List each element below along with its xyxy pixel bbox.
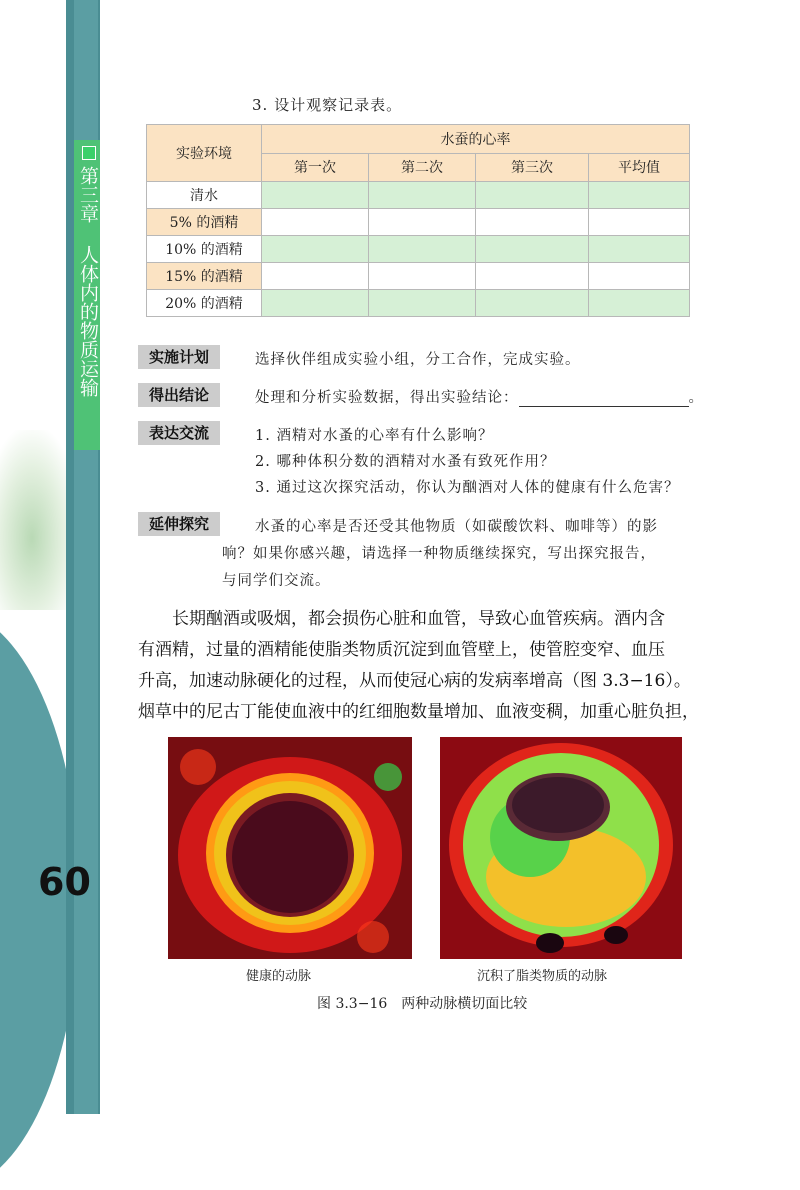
chapter-title: 第三章 人体内的物质运输 <box>77 166 99 397</box>
header-environment: 实验环境 <box>147 125 262 182</box>
answer-blank <box>519 392 689 407</box>
table-cell <box>262 209 369 236</box>
body-paragraph <box>138 604 698 728</box>
table-cell <box>589 182 690 209</box>
table-cell <box>369 209 476 236</box>
header-heart-rate: 水蚕的心率 <box>262 125 690 154</box>
plan-text: 选择伙伴组成实验小组，分工合作，完成实验。 <box>255 352 581 368</box>
header-col-3: 第三次 <box>476 153 589 182</box>
table-row <box>147 263 690 290</box>
chapter-marker-icon <box>82 146 96 160</box>
row-label: 20% 的酒精 <box>147 290 262 317</box>
table-row <box>147 236 690 263</box>
table-cell <box>589 290 690 317</box>
healthy-artery-caption: 健康的动脉 <box>246 969 312 984</box>
body-line: 升高，加速动脉硬化的过程，从而使冠心病的发病率增高（图 3.3−16）。 <box>138 671 691 691</box>
page-number: 60 <box>38 860 91 904</box>
lipid-artery-caption: 沉积了脂类物质的动脉 <box>477 969 608 984</box>
tag-discussion: 表达交流 <box>138 421 220 445</box>
discussion-item: 2. 哪种体积分数的酒精对水蚤有致死作用？ <box>255 454 556 470</box>
table-cell <box>589 263 690 290</box>
table-cell <box>369 236 476 263</box>
healthy-artery-image <box>168 737 412 959</box>
row-label: 5% 的酒精 <box>147 209 262 236</box>
discussion-item: 1. 酒精对水蚤的心率有什么影响？ <box>255 428 494 444</box>
tag-conclusion: 得出结论 <box>138 383 220 407</box>
table-caption: 3. 设计观察记录表。 <box>252 96 403 114</box>
body-line: 长期酗酒或吸烟，都会损伤心脏和血管，导致心血管疾病。酒内含 <box>172 609 665 629</box>
table-cell <box>369 182 476 209</box>
extension-line: 水蚤的心率是否还受其他物质（如碳酸饮料、咖啡等）的影 <box>255 519 658 535</box>
figure-caption: 图 3.3−16 两种动脉横切面比较 <box>317 996 528 1012</box>
table-cell <box>262 263 369 290</box>
table-row <box>147 182 690 209</box>
conclusion-end: 。 <box>688 390 704 406</box>
conclusion-text: 处理和分析实验数据，得出实验结论： <box>255 390 519 406</box>
table-cell <box>476 236 589 263</box>
observation-table <box>146 124 690 317</box>
lipid-artery-image <box>440 737 682 959</box>
header-col-4: 平均值 <box>589 153 690 182</box>
table-cell <box>476 182 589 209</box>
table-cell <box>476 209 589 236</box>
body-line: 烟草中的尼古丁能使血液中的红细胞数量增加、血液变稠，加重心脏负担， <box>138 702 699 722</box>
table-row <box>147 290 690 317</box>
tag-extension: 延伸探究 <box>138 512 220 536</box>
table-cell <box>476 290 589 317</box>
extension-line: 与同学们交流。 <box>222 573 331 589</box>
body-line: 有酒精，过量的酒精能使脂类物质沉淀到血管壁上，使管腔变窄、血压 <box>138 640 665 660</box>
row-label: 清水 <box>147 182 262 209</box>
row-label: 10% 的酒精 <box>147 236 262 263</box>
extension-line: 响？如果你感兴趣，请选择一种物质继续探究，写出探究报告， <box>222 546 656 562</box>
table-row <box>147 209 690 236</box>
table-cell <box>369 263 476 290</box>
table-cell <box>589 236 690 263</box>
conclusion-line <box>255 386 704 407</box>
table-cell <box>262 236 369 263</box>
header-col-2: 第二次 <box>369 153 476 182</box>
table-cell <box>369 290 476 317</box>
table-cell <box>476 263 589 290</box>
table-cell <box>262 290 369 317</box>
discussion-item: 3. 通过这次探究活动，你认为酗酒对人体的健康有什么危害？ <box>255 480 680 496</box>
table-cell <box>589 209 690 236</box>
header-col-1: 第一次 <box>262 153 369 182</box>
tag-plan: 实施计划 <box>138 345 220 369</box>
table-cell <box>262 182 369 209</box>
row-label: 15% 的酒精 <box>147 263 262 290</box>
